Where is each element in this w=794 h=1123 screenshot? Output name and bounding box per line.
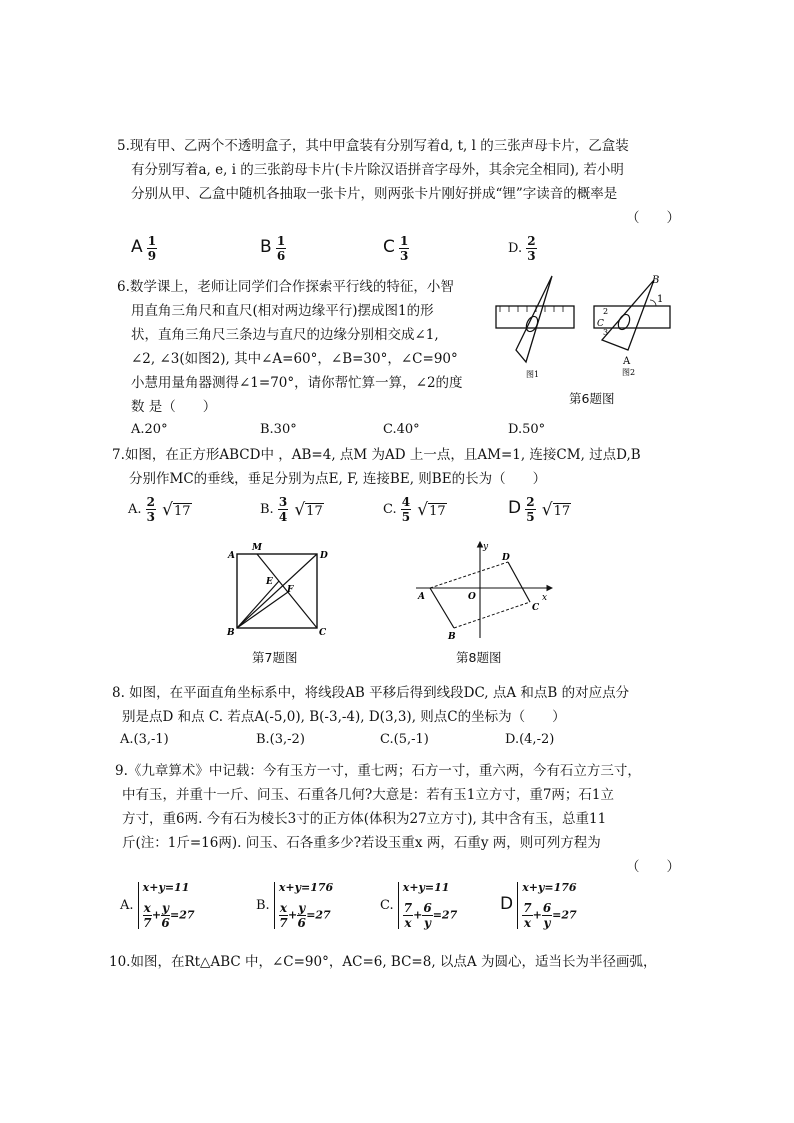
q9-line2: 中有玉，并重十一斤、问玉、石重各几何?大意是：若有玉1立方寸，重7两；石1立 <box>122 787 615 803</box>
label-b: B <box>652 275 660 286</box>
q8-figure <box>412 538 562 642</box>
q8-line1: 8. 如图，在平面直角坐标系中，将线段AB 平移后得到线段DC, 点A 和点B 的对应点分 <box>112 685 630 701</box>
fraction: $\frac{3}{4}$ <box>278 495 288 524</box>
fraction: $\frac{2}{5}$ <box>526 495 535 524</box>
label-d: D <box>502 553 510 563</box>
label-f: F <box>287 585 294 595</box>
option-letter: A. <box>128 502 142 517</box>
q6-line4: ∠2, ∠3(如图2), 其中∠A=60°，∠B=30°，∠C=90° <box>131 351 458 367</box>
q5-line3: 分别从甲、乙盒中随机各抽取一张卡片，则两张卡片刚好拼成“锂”字读音的概率是 <box>131 186 618 202</box>
equation-system: x+y=11 $\frac{7}{x}$ + $\frac{6}{y}$ =27 <box>398 882 457 929</box>
q9-option-a <box>120 882 195 929</box>
q5-line1: 5.现有甲、乙两个不透明盒子，其中甲盒装有分别写着d, t, l 的三张声母卡片，乙盒装 <box>117 138 629 154</box>
q6-figure-caption: 第6题图 <box>569 391 615 406</box>
label-b: B <box>227 628 235 638</box>
equation-system: x+y=176 $\frac{7}{x}$ + $\frac{6}{y}$ =27 <box>517 882 576 929</box>
q7-option-a <box>128 496 192 523</box>
q6-option-d: D.50° <box>508 422 546 437</box>
q6-line6: 数 是（ ） <box>131 399 217 415</box>
q6-line1: 6.数学课上，老师让同学们合作探索平行线的特征，小智 <box>117 279 454 295</box>
q7-figure-caption: 第7题图 <box>252 650 298 665</box>
segment-bd <box>237 554 317 628</box>
q6-figure <box>490 270 690 382</box>
option-letter: A. <box>120 898 134 914</box>
option-letter: C. <box>380 898 394 914</box>
q7-figure <box>224 540 334 640</box>
option-letter: B. <box>260 502 274 517</box>
dashed-bc <box>454 602 530 628</box>
q10-line1: 10.如图，在Rt△ABC 中，∠C=90°，AC=6, BC=8, 以点A 为圆心，适当长为半径画弧， <box>109 954 657 970</box>
q7-option-c <box>383 496 447 523</box>
label-y: y <box>483 542 489 552</box>
sqrt: √ 17 <box>417 499 446 520</box>
q7-line1: 7.如图，在正方形ABCD中 ，AB=4, 点M 为AD 上一点，且AM=1, 连接CM, 过点D,B <box>112 447 641 463</box>
q8-option-c: C.(5,-1) <box>380 732 429 747</box>
q6-line2: 用直角三角尺和直尺(相对两边缘平行)摆成图1的形 <box>131 303 434 319</box>
q9-answer-paren: （ ） <box>626 859 680 875</box>
label-2: 2 <box>603 307 609 316</box>
sqrt: √ 17 <box>541 499 571 520</box>
option-letter: C <box>383 237 395 257</box>
equation-system: x+y=11 $\frac{x}{7}$ + $\frac{y}{6}$ =27 <box>138 882 195 929</box>
q9-line3: 方寸，重6两. 今有石为棱长3寸的正方体(体积为27立方寸), 其中含有玉，总重11 <box>122 811 607 827</box>
fig2-label: 图2 <box>622 368 636 377</box>
option-letter: B. <box>256 898 270 914</box>
q9-line1: 9.《九章算术》中记载：今有玉方一寸，重七两；石方一寸，重六两，今有石立方三寸， <box>115 763 641 779</box>
q5-option-b <box>260 235 286 262</box>
label-d: D <box>320 551 328 561</box>
fraction: $\frac{1}{6}$ <box>276 234 286 263</box>
q6-fig1-hole <box>524 315 540 334</box>
segment-bf <box>237 592 288 628</box>
fraction: $\frac{4}{5}$ <box>401 495 411 524</box>
label-a: A <box>228 551 235 561</box>
q8-line2: 别是点D 和点 C. 若点A(-5,0), B(-3,-4), D(3,3), 则点C的坐标为（ ） <box>122 709 566 725</box>
q5-option-a <box>131 235 157 262</box>
q6-option-a: A.20° <box>131 422 168 437</box>
q5-option-c <box>383 235 409 262</box>
q5-line2: 有分别写着a, e, i 的三张韵母卡片(卡片除汉语拼音字母外，其余完全相同), 若小明 <box>131 162 624 178</box>
label-o: O <box>468 592 476 602</box>
equation-system: x+y=176 $\frac{x}{7}$ + $\frac{y}{6}$ =27 <box>274 882 333 929</box>
label-a: A <box>418 592 425 602</box>
label-c: C <box>319 628 327 638</box>
option-letter: D <box>508 498 522 518</box>
q7-line2: 分别作MC的垂线，垂足分别为点E, F, 连接BE, 则BE的长为（ ） <box>129 471 547 487</box>
fraction: $\frac{2}{3}$ <box>527 234 536 263</box>
q9-option-d <box>500 882 577 929</box>
label-c: C <box>597 319 604 329</box>
fraction: $\frac{1}{3}$ <box>400 234 409 263</box>
q5-answer-paren: （ ） <box>626 210 680 226</box>
q6-line5: 小慧用量角器测得∠1=70°，请你帮忙算一算，∠2的度 <box>131 375 463 391</box>
q6-option-b: B.30° <box>260 422 297 437</box>
label-b: B <box>448 632 456 642</box>
segment-dc <box>508 562 530 602</box>
option-letter: D <box>500 894 514 915</box>
option-letter: C. <box>383 502 397 517</box>
segment-be <box>237 581 279 628</box>
label-a: A <box>623 356 631 367</box>
q8-figure-caption: 第8题图 <box>456 650 502 665</box>
fraction: $\frac{1}{9}$ <box>147 234 157 263</box>
q8-option-b: B.(3,-2) <box>256 732 305 747</box>
q9-line4: 斤(注：1斤=16两). 问玉、石各重多少?若设玉重x 两，石重y 两，则可列方程为 <box>122 835 601 851</box>
label-e: E <box>266 577 273 587</box>
option-letter: D. <box>508 241 523 256</box>
q9-option-c <box>380 882 457 929</box>
q6-option-c: C.40° <box>383 422 420 437</box>
label-m: M <box>252 543 262 553</box>
q8-option-a: A.(3,-1) <box>120 732 169 747</box>
label-x: x <box>542 593 548 603</box>
option-letter: B <box>260 237 272 257</box>
dashed-ad <box>430 562 508 588</box>
fig1-label: 图1 <box>526 370 540 379</box>
fraction: $\frac{2}{3}$ <box>146 495 156 524</box>
q7-option-d <box>508 496 571 523</box>
q7-option-b <box>260 496 324 523</box>
segment-ab <box>430 588 454 628</box>
label-c: C <box>532 603 540 613</box>
angle-arc <box>650 300 656 306</box>
q6-fig1-triangle <box>516 276 552 362</box>
label-1: 1 <box>657 294 664 305</box>
q6-line3: 状，直角三角尺三条边与直尺的边缘分别相交成∠1, <box>131 327 439 343</box>
q8-option-d: D.(4,-2) <box>505 732 555 747</box>
q5-option-d <box>508 235 537 262</box>
sqrt: √ 17 <box>162 499 191 520</box>
q9-option-b <box>256 882 333 929</box>
label-3: 3 <box>603 328 609 337</box>
sqrt: √ 17 <box>294 499 323 520</box>
option-letter: A <box>131 237 143 257</box>
